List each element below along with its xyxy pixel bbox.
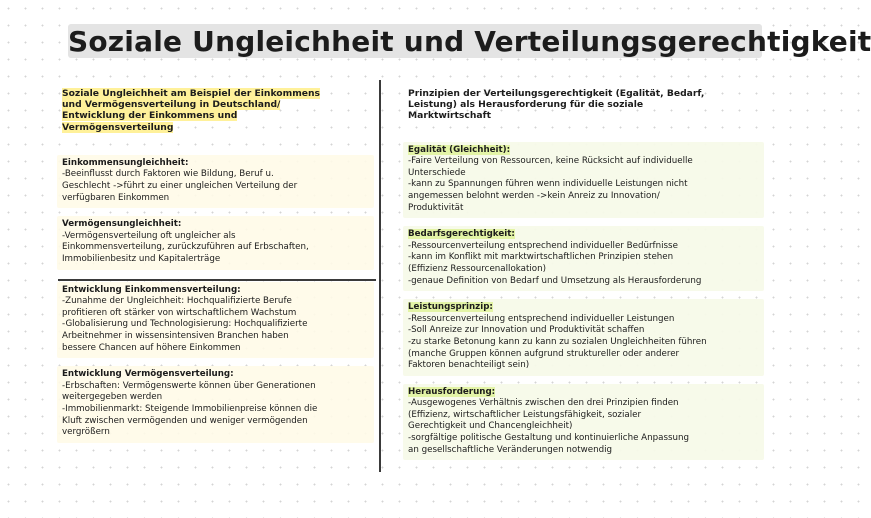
- section-line: -Beeinflusst durch Faktoren wie Bildung, Beruf u.: [62, 169, 274, 180]
- section-line: an gesellschaftliche Veränderungen notwendig: [408, 444, 613, 455]
- section-line: weitergegeben werden: [62, 392, 163, 403]
- heading-line: Vermögensverteilung: [62, 121, 174, 133]
- section-label: Einkommensungleichheit:: [62, 157, 189, 168]
- section-label: Entwicklung Einkommensverteilung:: [62, 284, 241, 295]
- section-line: Produktivität: [408, 202, 464, 213]
- right-column-heading: [408, 88, 764, 122]
- section-einkommensungleichheit: [57, 155, 374, 208]
- heading-line: Entwicklung der Einkommens und: [62, 110, 238, 122]
- section-line: -kann im Konflikt mit marktwirtschaftlichen Prinzipien stehen: [408, 252, 674, 263]
- section-bedarfsgerechtigkeit: [403, 226, 764, 291]
- heading-line: Prinzipien der Verteilungsgerechtigkeit (Egalität, Bedarf,: [408, 88, 705, 99]
- section-line: Kluft zwischen vermögenden und weniger vermögenden: [62, 415, 308, 426]
- section-line: angemessen belohnt werden ->kein Anreiz zu Innovation/: [408, 190, 660, 201]
- section-label: Herausforderung:: [408, 386, 496, 397]
- section-label: Vermögensungleichheit:: [62, 219, 182, 230]
- section-line: -Immobilienmarkt: Steigende Immobilienpreise können die: [62, 403, 318, 414]
- section-line: (manche Gruppen können aufgrund struktureller oder anderer: [408, 348, 680, 359]
- section-line: Faktoren benachteiligt sein): [408, 360, 530, 371]
- section-line: -Erbschaften: Vermögenswerte können über Generationen: [62, 380, 316, 391]
- section-line: -Soll Anreize zur Innovation und Produktivität schaffen: [408, 325, 645, 336]
- section-label: Entwicklung Vermögensverteilung:: [62, 369, 234, 380]
- section-leistungsprinzip: [403, 299, 764, 376]
- section-line: (Effizienz Ressourcenallokation): [408, 263, 546, 274]
- section-line: profitieren oft stärker von wirtschaftlichem Wachstum: [62, 307, 297, 318]
- section-line: vergrößern: [62, 427, 110, 438]
- section-line: Unterschiede: [408, 167, 466, 178]
- section-line: -kann zu Spannungen führen wenn individuelle Leistungen nicht: [408, 179, 688, 190]
- heading-line: und Vermögensverteilung in Deutschland/: [62, 99, 281, 111]
- right-column: [408, 88, 764, 468]
- section-label: Egalität (Gleichheit):: [408, 144, 511, 155]
- section-line: Immobilienbesitz und Kapitalerträge: [62, 253, 221, 264]
- section-line: Einkommensverteilung, zurückzuführen auf Erbschaften,: [62, 242, 309, 253]
- section-line: (Effizienz, wirtschaftlicher Leistungsfähigkeit, sozialer: [408, 409, 642, 420]
- left-column: [62, 88, 374, 451]
- section-line: Gerechtigkeit und Chancengleichheit): [408, 421, 573, 432]
- section-line: Arbeitnehmer in wissensintensiven Branchen haben: [62, 330, 289, 341]
- section-line: -Vermögensverteilung oft ungleicher als: [62, 230, 236, 241]
- section-line: -sorgfältige politische Gestaltung und kontinuierliche Anpassung: [408, 433, 690, 444]
- heading-line: Soziale Ungleichheit am Beispiel der Einkommens: [62, 88, 321, 99]
- section-line: -Ressourcenverteilung entsprechend individueller Bedürfnisse: [408, 240, 678, 251]
- section-entwicklung-vermoegen: [57, 366, 374, 443]
- section-egalitaet: [403, 142, 764, 219]
- heading-line: Marktwirtschaft: [408, 110, 491, 122]
- heading-line: Leistung) als Herausforderung für die soziale: [408, 99, 644, 111]
- column-divider: [379, 80, 381, 472]
- page-title: Soziale Ungleichheit und Verteilungsgerechtigkeit: [68, 25, 871, 58]
- section-label: Leistungsprinzip:: [408, 302, 493, 313]
- section-line: -Faire Verteilung von Ressourcen, keine Rücksicht auf individuelle: [408, 156, 693, 167]
- section-vermoegensungleichheit: [57, 216, 374, 269]
- section-line: -genaue Definition von Bedarf und Umsetzung als Herausforderung: [408, 275, 702, 286]
- section-line: -zu starke Betonung kann zu kann zu sozialen Ungleichheiten führen: [408, 336, 707, 347]
- section-line: bessere Chancen auf höhere Einkommen: [62, 342, 241, 353]
- section-line: -Ressourcenverteilung entsprechend individueller Leistungen: [408, 313, 675, 324]
- section-entwicklung-einkommen: [57, 282, 374, 359]
- section-line: verfügbaren Einkommen: [62, 192, 170, 203]
- section-line: -Zunahme der Ungleichheit: Hochqualifizierte Berufe: [62, 296, 292, 307]
- left-column-heading: [62, 88, 374, 133]
- section-label: Bedarfsgerechtigkeit:: [408, 229, 515, 240]
- section-line: -Globalisierung und Technologisierung: Hochqualifizierte: [62, 319, 308, 330]
- section-line: -Ausgewogenes Verhältnis zwischen den drei Prinzipien finden: [408, 398, 679, 409]
- section-herausforderung: [403, 384, 764, 461]
- section-line: Geschlecht ->führt zu einer ungleichen Verteilung der: [62, 181, 298, 191]
